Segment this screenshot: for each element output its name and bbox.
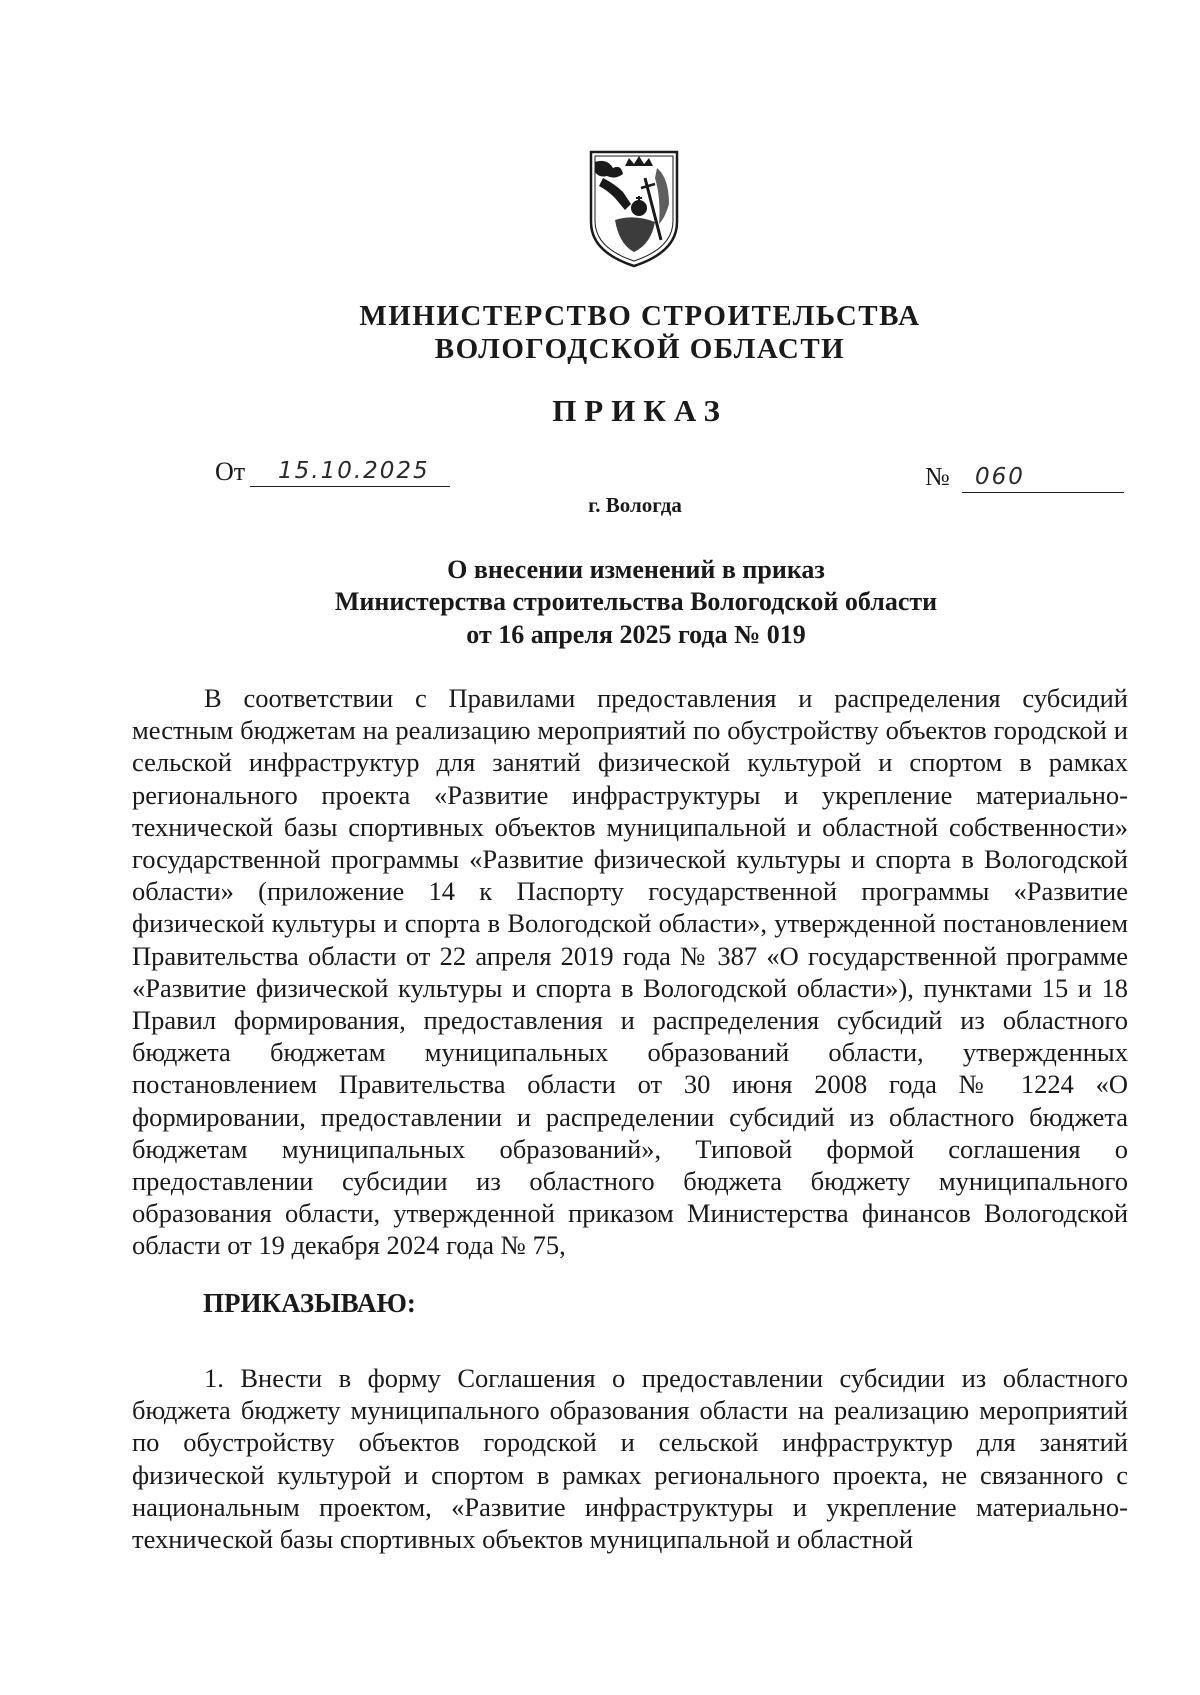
item-1-paragraph: 1. Внести в форму Соглашения о предоставлении субсидии из областного бюджета бюджету муниципального образования области на реализацию мероприятий по обустройству объектов городской и сельской инфраструктур для занятий физической культурой и спортом в рамках регионального проекта, не связанного с национальным проектом, «Развитие инфраструктуры и укрепление материально-технической базы спортивных объектов муниципальной и областной	[132, 1363, 1128, 1555]
document-type-title: ПРИКАЗ	[552, 393, 728, 428]
subject-line1: О внесении изменений в приказ	[447, 555, 825, 584]
subject-line3: от 16 апреля 2025 года № 019	[466, 620, 806, 649]
ministry-name-line1: МИНИСТЕРСТВО СТРОИТЕЛЬСТВА	[359, 300, 921, 332]
ministry-name-line2: ВОЛОГОДСКОЙ ОБЛАСТИ	[434, 333, 846, 365]
vologda-coat-of-arms-icon	[585, 148, 683, 270]
subject-line2: Министерства строительства Вологодской области	[334, 587, 938, 616]
city-name: г. Вологда	[588, 493, 682, 517]
handwritten-date: 15.10.2025	[278, 458, 430, 484]
handwritten-number: 060	[975, 464, 1025, 490]
date-label: От	[215, 457, 246, 486]
preamble-paragraph: В соответствии с Правилами предоставления и распределения субсидий местным бюджетам на реализацию мероприятий по обустройству объектов городской и сельской инфраструктур для занятий физической культурой и спортом в рамках регионального проекта «Развитие инфраструктуры и укрепление материально-технической базы спортивных объектов муниципальной и областной собственности» государственной программы «Развитие физической культуры и спорта в Вологодской области» (приложение 14 к Паспорту государственной программы «Развитие физической культуры и спорта в Вологодской области», утвержденной постановлением Правительства области от 22 апреля 2019 года № 387 «О государственной программе «Развитие физической культуры и спорта в Вологодской области»), пунктами 15 и 18 Правил формирования, предоставления и распределения субсидий из областного бюджета бюджетам муниципальных образований области, утвержденных постановлением Правительства области от 30 июня 2008 года № 1224 «О формировании, предоставлении и распределении субсидий из областного бюджета бюджетам муниципальных образований», Типовой формой соглашения о предоставлении субсидии из областного бюджета бюджету муниципального образования области, утвержденной приказом Министерства финансов Вологодской области от 19 декабря 2024 года № 75,	[132, 683, 1128, 1261]
order-directive-heading: ПРИКАЗЫВАЮ:	[203, 1288, 416, 1318]
number-label: №	[925, 462, 950, 491]
date-underline	[250, 486, 450, 487]
